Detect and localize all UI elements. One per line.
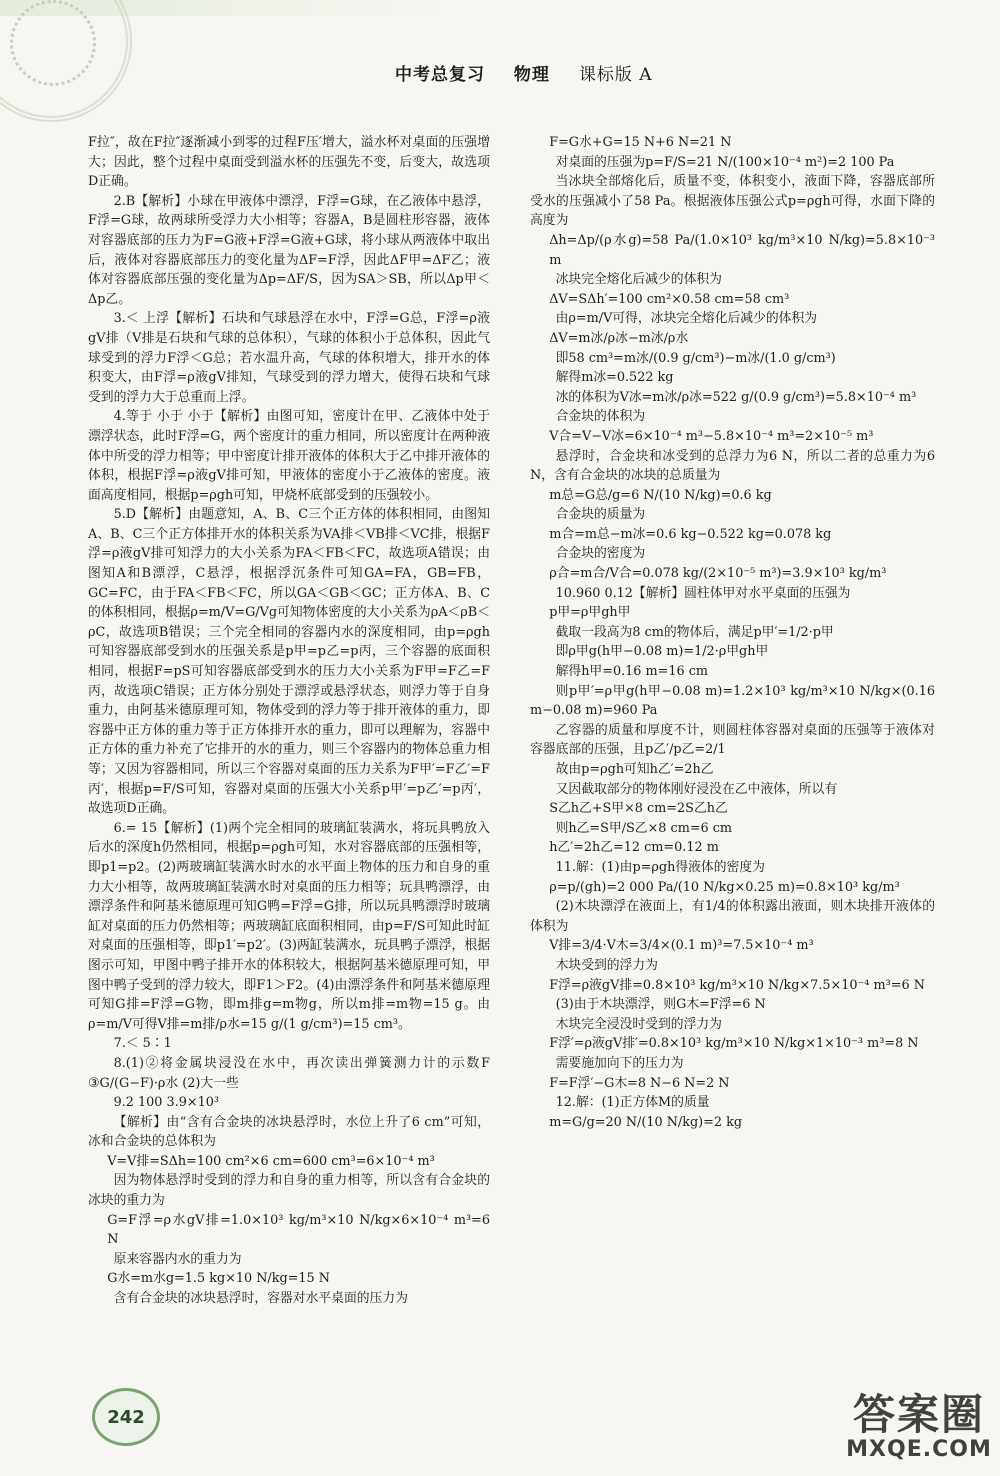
answer-5: 5.D【解析】由题意知，A、B、C三个正方体的体积相同，由图知A、B、C三个正方体排开水的体积关系为VA排＜VB排＜VC排，根据F浮=ρ液gV排可知浮力的大小关系为FA＜FB＜FC，故选项A错误；由图知A和B漂浮，C悬浮，根据浮沉条件可知GA=FA，GB=FB，GC=FC，由于FA＜FB＜FC，所以GA＜GB＜GC；正方体A、B、C的体积相同，根据ρ=m/V=G/Vg可知物体密度的大小关系为ρA＜ρB＜ρC，故选项B错误；三个完全相同的容器内水的深度相同，由p=ρgh可知容器底部受到水的压强关系是p甲=p乙=p丙，三个容器的底面积相同，根据F=pS可知容器底部受到水的压力大小关系为F甲=F乙=F丙，故选项C错误；正方体分别处于漂浮或悬浮状态，则浮力等于自身重力，由阿基米德原理可知，物体受到的浮力等于排开液体的重力，即容器中正方体的重力等于正方体排开水的重力，即可以理解为，容器中正方体的重力补充了它排开的水的重力，则三个容器内的物体总重力相等；又因为容器相同，所以三个容器对桌面的压力关系为F甲′=F乙′=F丙′，根据p=F/S可知，容器对桌面的压强大小关系p甲′=p乙′=p丙′，故选项D正确。 [88,507,490,817]
paragraph: (2)木块漂浮在液面上，有1/4的体积露出液面，则木块排开液体的体积为 [530,899,935,934]
top-decoration [0,0,1000,16]
answer-12: 12.解：(1)正方体M的质量 [555,1095,710,1111]
answer-2: 2.B【解析】小球在甲液体中漂浮，F浮=G球，在乙液体中悬浮，F浮=G球，故两球所受浮力大小相等；容器A，B是圆柱形容器，液体对容器底部的压力为F=G液+F浮=G液+G球，将小球从两液体中取出后，液体对容器底部压力的变化量为ΔF=F浮，因此ΔF甲=ΔF乙；液体对容器底部压强的变化量为Δp=ΔF/S，因为SA＞SB，所以Δp甲＜Δp乙。 [88,193,490,307]
formula-line: G水=m水g=1.5 kg×10 N/kg=15 N [107,1271,330,1287]
formula-line: m总=G总/g=6 N/(10 N/kg)=0.6 kg [549,487,772,503]
formula-line: 故由p=ρgh可知h乙′=2h乙 [555,762,714,777]
corner-ornament-inner [10,0,96,86]
paragraph: 合金块的质量为 [555,507,646,523]
paragraph: 原来容器内水的重力为 [113,1251,242,1267]
answer-10: 10.960 0.12【解析】圆柱体甲对水平桌面的压强为 [555,585,851,601]
formula-line: Δh=Δp/(ρ水g)=58 Pa/(1.0×10³ kg/m³×10 N/kg)=5.8×10⁻³ m [549,232,935,268]
answer-11: 11.解：(1)由p=ρgh得液体的密度为 [555,859,765,875]
formula-line: 即ρ甲g(h甲−0.08 m)=1/2·ρ甲gh甲 [555,644,769,660]
left-column [88,133,490,1309]
paragraph: F拉″，故在F拉″逐渐减小到零的过程F压′增大，溢水杯对桌面的压强增大；因此，整个过程中桌面受到溢水杯的压强先不变，后变大，故选项D正确。 [88,135,490,190]
formula-line: G=F浮=ρ水gV排=1.0×10³ kg/m³×10 N/kg×6×10⁻⁴ m³=6 N [107,1212,490,1248]
page-number: 242 [107,1406,145,1428]
watermark-text: 答案圈 [852,1390,985,1439]
formula-line: 对桌面的压强为p=F/S=21 N/(100×10⁻⁴ m²)=2 100 Pa [555,154,895,170]
formula-line: ρ=p/(gh)=2 000 Pa/(10 N/kg×0.25 m)=0.8×10³ kg/m³ [549,879,900,895]
formula-line: ΔV=m冰/ρ冰−m冰/ρ水 [549,330,689,346]
watermark-url: MXQE.COM [846,1437,992,1462]
formula-line: 解得m冰=0.522 kg [555,370,674,386]
answer-4: 4.等于 小于 小于【解析】由图可知，密度计在甲、乙液体中处于漂浮状态，此时F浮=G，两个密度计的重力相同，所以密度计在两种液体中所受的浮力相等；甲中密度计排开液体的体积大于乙中排开液体的体积，根据F浮=ρ液gV排可知，甲液体的密度小于乙液体的密度。液面高度相同，根据p=ρgh可知，甲烧杯底部受到的压强较小。 [88,409,490,503]
page-number-badge [92,1388,160,1446]
paragraph: 乙容器的质量和厚度不计，则圆柱体容器对桌面的压强等于液体对容器底部的压强，且p乙′/p乙=2/1 [530,722,935,758]
formula-line: m=G/g=20 N/(10 N/kg)=2 kg [549,1114,743,1130]
formula-line: F浮=ρ液gV排=0.8×10³ kg/m³×10 N/kg×7.5×10⁻⁴ m³=6 N [549,977,925,993]
formula-line: 即58 cm³=m冰/(0.9 g/cm³)−m冰/(1.0 g/cm³) [555,350,836,366]
paragraph: 截取一段高为8 cm的物体后，满足p甲′=1/2·p甲 [555,624,834,640]
paragraph: 冰块完全熔化后减少的体积为 [555,272,722,288]
answer-7: 7.＜ 5∶1 [113,1036,172,1052]
answer-8: 8.(1)②将金属块浸没在水中，再次读出弹簧测力计的示数F ③G/(G−F)·ρ水 (2)大一些 [88,1055,490,1091]
formula-line: S乙h乙+S甲×8 cm=2S乙h乙 [549,801,728,817]
formula-line: m合=m总−m冰=0.6 kg−0.522 kg=0.078 kg [549,526,832,542]
paragraph: (3)由于木块漂浮，则G木=F浮=6 N [555,997,766,1013]
page-header [395,60,675,85]
header-subject: 物理 [513,65,550,85]
corner-ornament [0,0,132,122]
paragraph: 木块受到的浮力为 [555,957,658,973]
formula-line: 则h乙=S甲/S乙×8 cm=6 cm [555,820,733,836]
formula-line: F=G水+G=15 N+6 N=21 N [549,135,732,150]
paragraph: 合金块的体积为 [555,409,646,425]
formula-line: V排=3/4·V木=3/4×(0.1 m)³=7.5×10⁻⁴ m³ [549,938,814,954]
answer-3: 3.＜ 上浮【解析】石块和气球悬浮在水中，F浮=G总，F浮=ρ液gV排（V排是石块和气球的总体积），气球的体积小于总体积，因此气球受到的浮力F浮＜G总；若水温升高，气球的体积增大，排开水的体积变大，由F浮=ρ液gV排知，气球受到的浮力增大，使得石块和气球受到的浮力大于总重而上浮。 [88,311,490,405]
formula-line: F=F浮′−G木=8 N−6 N=2 N [549,1075,730,1091]
paragraph: 【解析】由“含有合金块的冰块悬浮时，水位上升了6 cm”可知，冰和合金块的总体积为 [88,1114,490,1150]
formula-line: p甲=ρ甲gh甲 [549,605,631,621]
right-column [530,133,935,1132]
formula-line: F浮′=ρ液gV排′=0.8×10³ kg/m³×10 N/kg×1×10⁻³ m³=8 N [549,1036,919,1052]
paragraph: 当冰块全部熔化后，质量不变，体积变小，液面下降，容器底部所受水的压强减小了58 Pa。根据液体压强公式p=ρgh可得，水面下降的高度为 [530,174,935,229]
paragraph: 木块完全浸没时受到的浮力为 [555,1016,722,1032]
paragraph: 因为物体悬浮时受到的浮力和自身的重力相等，所以含有合金块的冰块的重力为 [88,1173,490,1209]
formula-line: ρ合=m合/V合=0.078 kg/(2×10⁻⁵ m³)=3.9×10³ kg/m³ [549,566,887,582]
header-edition: 课标版 A [578,65,653,85]
answer-6: 6.= 15【解析】(1)两个完全相同的玻璃缸装满水，将玩具鸭放入后水的深度h仍然相同，根据p=ρgh可知，水对容器底部的压强相等，即p1=p2。(2)两玻璃缸装满水时水的水平面上物体的压力和自身的重力大小相等，故两玻璃缸装满水时对桌面的压力相等；玩具鸭漂浮，由漂浮条件和阿基米德原理可知G鸭=F浮=G排，所以玩具鸭漂浮时玻璃缸对桌面的压力仍然相等；两玻璃缸底面积相同，由p=F/S可知此时缸对桌面的压强相等，即p1′=p2′。(3)两缸装满水，玩具鸭子漂浮，根据图示可知，甲图中鸭子排开水的体积较大，根据阿基米德原理可知，甲图中鸭子受到的浮力较大，即F1＞F2。(4)由漂浮条件和阿基米德原理可知G排=F浮=G物，即m排g=m物g，所以m排=m物=15 g。由ρ=m/V可得V排=m排/ρ水=15 g/(1 g/cm³)=15 cm³。 [88,820,490,1032]
paragraph: 需要施加向下的压力为 [555,1055,684,1071]
formula-line: V合=V−V冰=6×10⁻⁴ m³−5.8×10⁻⁴ m³=2×10⁻⁵ m³ [549,428,874,444]
formula-line: h乙′=2h乙=12 cm=0.12 m [549,840,719,856]
formula-line: ΔV=SΔh′=100 cm²×0.58 cm=58 cm³ [549,291,790,307]
paragraph: 又因截取部分的物体刚好浸没在乙中液体，所以有 [555,781,838,797]
paragraph: 合金块的密度为 [555,546,646,562]
formula-line: 解得h甲=0.16 m=16 cm [555,664,709,680]
paragraph: 由ρ=m/V可得，冰块完全熔化后减少的体积为 [555,311,818,327]
paragraph: 悬浮时，合金块和冰受到的总浮力为6 N，所以二者的总重力为6 N，含有合金块的冰块的总质量为 [530,448,935,484]
watermark-logo [844,1392,994,1472]
formula-line: V=V排=SΔh=100 cm²×6 cm=600 cm³=6×10⁻⁴ m³ [107,1153,435,1169]
formula-line: 冰的体积为V冰=m冰/ρ冰=522 g/(0.9 g/cm³)=5.8×10⁻⁴ m³ [555,389,917,405]
formula-line: 则p甲′=ρ甲g(h甲−0.08 m)=1.2×10³ kg/m³×10 N/kg×(0.16 m−0.08 m)=960 Pa [530,683,935,719]
answer-9: 9.2 100 3.9×10³ [113,1095,219,1111]
paragraph: 含有合金块的冰块悬浮时，容器对水平桌面的压力为 [113,1291,408,1307]
header-title: 中考总复习 [395,65,485,85]
